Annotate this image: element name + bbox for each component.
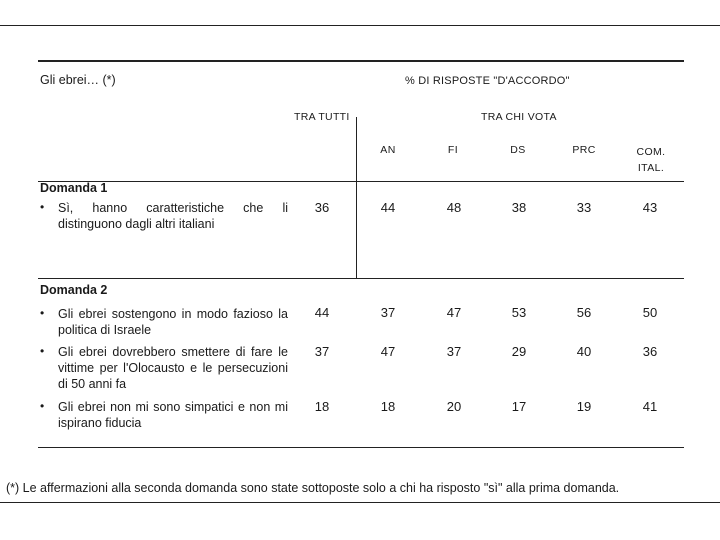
- group-separator-line: [356, 117, 357, 278]
- bullet-icon: •: [40, 306, 45, 320]
- bullet-icon: •: [40, 399, 45, 413]
- column-header-com: [626, 144, 676, 176]
- column-header-an: AN: [380, 144, 396, 156]
- value-fi: 47: [446, 305, 462, 320]
- value-an: 44: [380, 200, 396, 215]
- value-prc: 33: [576, 200, 592, 215]
- value-fi: 48: [446, 200, 462, 215]
- value-an: 37: [380, 305, 396, 320]
- section-label-1: Domanda 1: [40, 181, 108, 195]
- question-row-1: [40, 200, 288, 232]
- value-com-ital: 50: [642, 305, 658, 320]
- value-fi: 20: [446, 399, 462, 414]
- group-label-all: TRA TUTTI: [294, 111, 350, 123]
- value-an: 47: [380, 344, 396, 359]
- value-tutti: 44: [314, 305, 330, 320]
- question-text: Sì, hanno caratteristiche che li distinguono dagli altri italiani: [58, 201, 288, 231]
- section-divider-rule: [38, 278, 684, 279]
- value-tutti: 18: [314, 399, 330, 414]
- question-row-3: [40, 344, 288, 392]
- value-an: 18: [380, 399, 396, 414]
- value-prc: 19: [576, 399, 592, 414]
- question-text: Gli ebrei non mi sono simpatici e non mi ispirano fiducia: [58, 400, 288, 430]
- table-top-rule: [38, 60, 684, 62]
- value-fi: 37: [446, 344, 462, 359]
- column-header-com-line1: COM.: [636, 146, 666, 158]
- value-ds: 29: [511, 344, 527, 359]
- table-title: Gli ebrei… (*): [40, 73, 116, 87]
- value-com-ital: 43: [642, 200, 658, 215]
- value-tutti: 37: [314, 344, 330, 359]
- column-header-com-line2: ITAL.: [637, 162, 665, 174]
- table-bottom-rule: [38, 447, 684, 448]
- value-ds: 17: [511, 399, 527, 414]
- question-text: Gli ebrei dovrebbero smettere di fare le vittime per l'Olocausto e le persecuzioni di 50 anni fa: [58, 345, 288, 391]
- column-header-prc: PRC: [572, 144, 596, 156]
- value-com-ital: 36: [642, 344, 658, 359]
- section-label-2: Domanda 2: [40, 283, 108, 297]
- column-header-fi: FI: [447, 144, 459, 156]
- value-tutti: 36: [314, 200, 330, 215]
- value-prc: 40: [576, 344, 592, 359]
- column-header-ds: DS: [510, 144, 526, 156]
- value-ds: 38: [511, 200, 527, 215]
- percent-label: % DI RISPOSTE "D'ACCORDO": [405, 75, 570, 87]
- bullet-icon: •: [40, 344, 45, 358]
- group-label-voters: TRA CHI VOTA: [481, 111, 557, 123]
- value-prc: 56: [576, 305, 592, 320]
- top-border-line: [0, 25, 720, 26]
- footnote-bottom-rule: [0, 502, 720, 503]
- footnote: (*) Le affermazioni alla seconda domanda sono state sottoposte solo a chi ha risposto "sì" alla prima domanda.: [6, 481, 620, 495]
- bullet-icon: •: [40, 200, 45, 214]
- question-row-4: [40, 399, 288, 431]
- header-bottom-rule: [38, 181, 684, 182]
- value-ds: 53: [511, 305, 527, 320]
- value-com-ital: 41: [642, 399, 658, 414]
- question-text: Gli ebrei sostengono in modo fazioso la politica di Israele: [58, 307, 288, 337]
- question-row-2: [40, 306, 288, 338]
